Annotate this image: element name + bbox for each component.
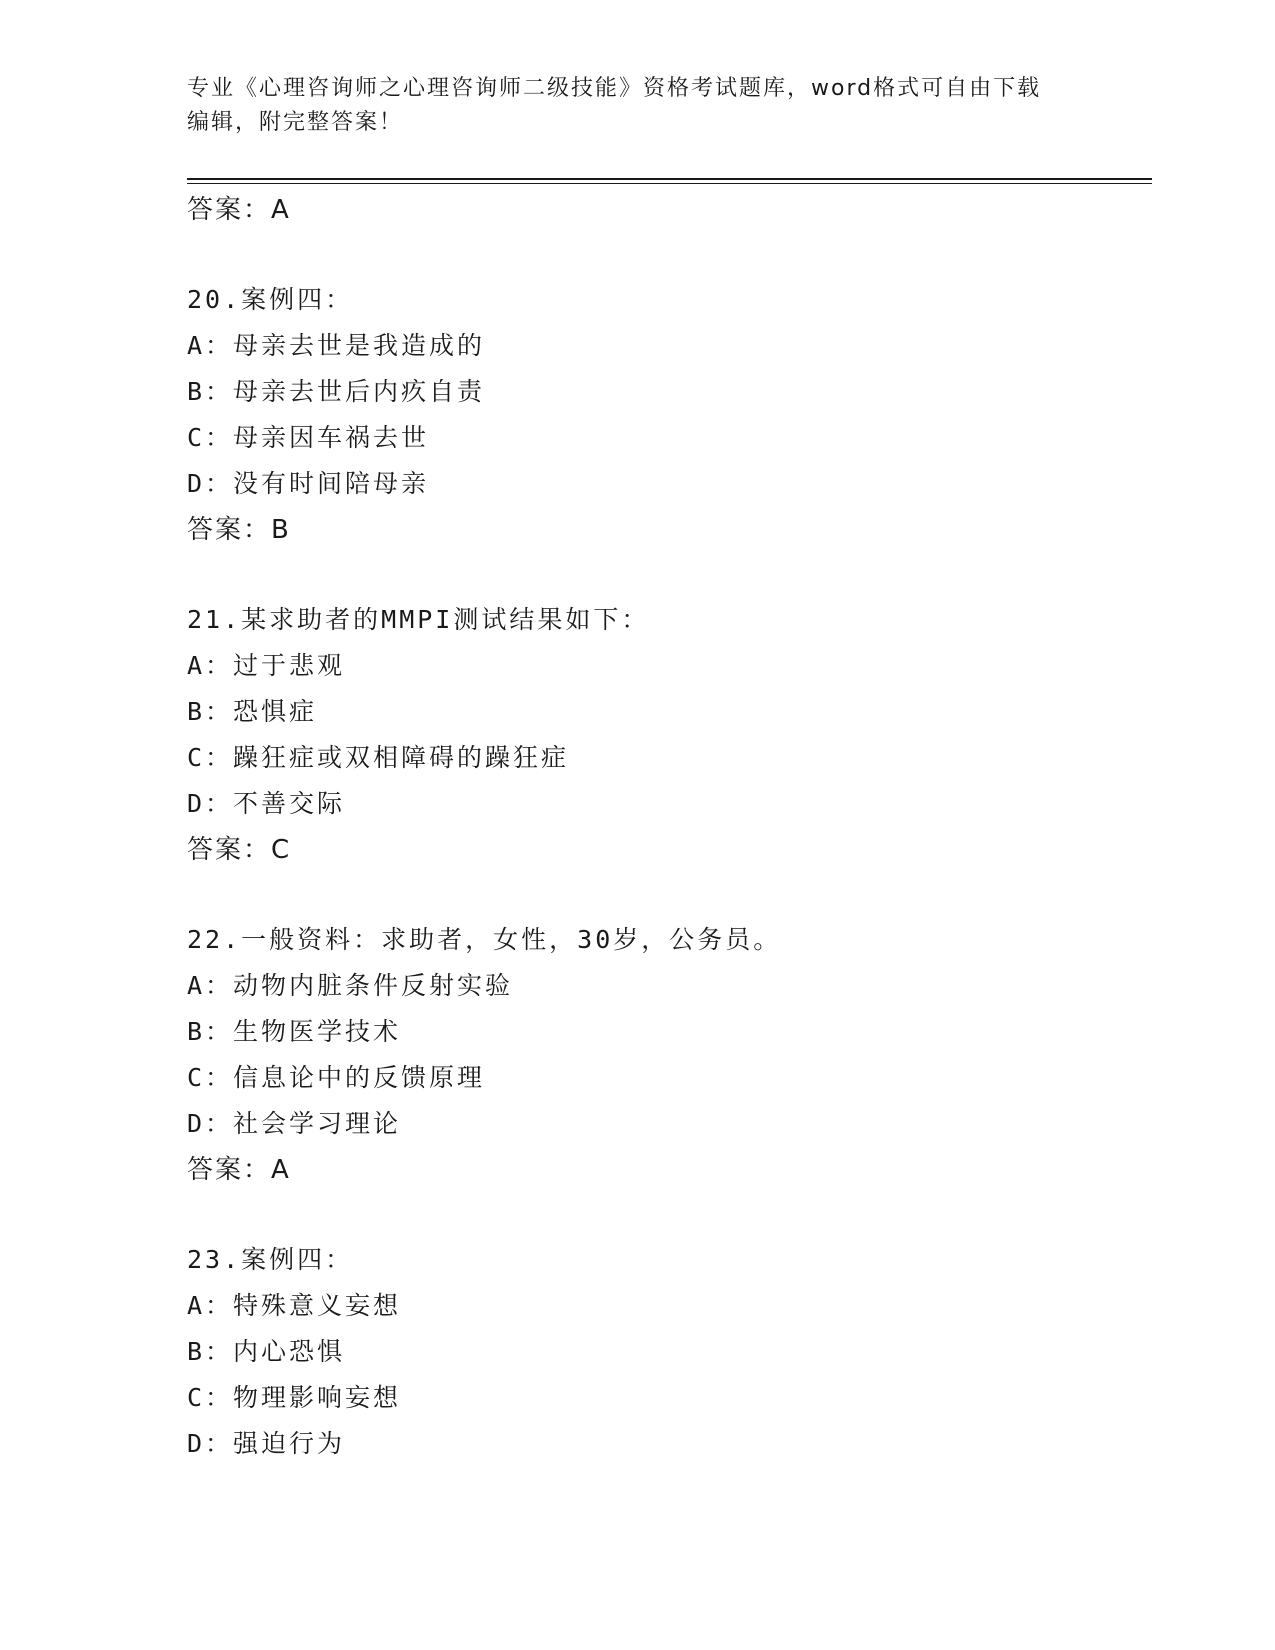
option-b: B：恐惧症 [187, 697, 318, 726]
header-line-2: 编辑，附完整答案！ [187, 110, 404, 135]
option-a: A：过于悲观 [187, 651, 346, 680]
question-block [187, 277, 1152, 553]
spacer [187, 873, 1152, 917]
option-a: A：母亲去世是我造成的 [187, 331, 486, 360]
question-stem: 22.一般资料：求助者，女性，30岁，公务员。 [187, 925, 782, 954]
answer-line: 答案：C [187, 835, 292, 865]
document-header [187, 72, 1067, 140]
spacer [187, 233, 1152, 277]
question-block [187, 1237, 1152, 1467]
option-c: C：信息论中的反馈原理 [187, 1063, 486, 1092]
option-a: A：动物内脏条件反射实验 [187, 971, 514, 1000]
option-d: D：强迫行为 [187, 1429, 346, 1458]
spacer [187, 553, 1152, 597]
option-b: B：母亲去世后内疚自责 [187, 377, 486, 406]
option-c: C：母亲因车祸去世 [187, 423, 430, 452]
question-block [187, 917, 1152, 1193]
option-b: B：生物医学技术 [187, 1017, 402, 1046]
spacer [187, 1193, 1152, 1237]
option-d: D：社会学习理论 [187, 1109, 402, 1138]
option-a: A：特殊意义妄想 [187, 1291, 402, 1320]
question-stem: 20.案例四： [187, 285, 354, 314]
question-stem: 23.案例四： [187, 1245, 354, 1274]
question-stem: 21.某求助者的MMPI测试结果如下： [187, 605, 650, 634]
header-divider-thin [187, 183, 1152, 184]
question-list [187, 187, 1152, 1467]
option-d: D：没有时间陪母亲 [187, 469, 430, 498]
question-block [187, 597, 1152, 873]
option-b: B：内心恐惧 [187, 1337, 346, 1366]
header-divider-thick [187, 178, 1152, 180]
option-c: C：物理影响妄想 [187, 1383, 402, 1412]
answer-line: 答案：A [187, 1155, 291, 1185]
option-c: C：躁狂症或双相障碍的躁狂症 [187, 743, 570, 772]
option-d: D：不善交际 [187, 789, 346, 818]
answer-line: 答案：B [187, 515, 291, 545]
header-line-1: 专业《心理咨询师之心理咨询师二级技能》资格考试题库，word格式可自由下载 [187, 76, 1042, 101]
answer-line: 答案：A [187, 195, 291, 225]
